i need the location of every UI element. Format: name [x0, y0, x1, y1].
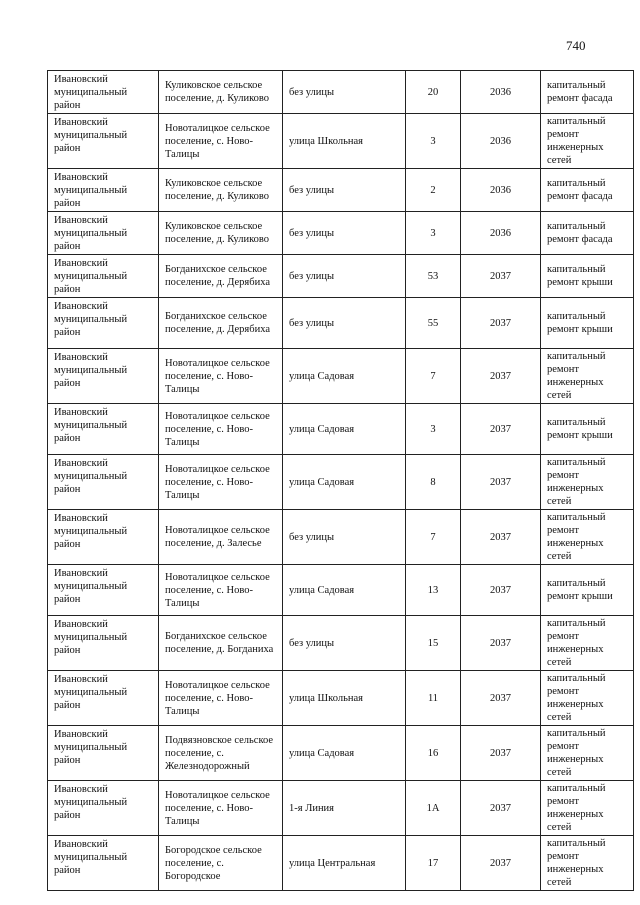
settlement-cell: Богданихское сельское поселение, д. Богданиха [159, 616, 283, 671]
year-cell: 2037 [461, 836, 541, 891]
year-cell: 2037 [461, 455, 541, 510]
district-cell: Ивановский муниципальный район [48, 255, 159, 298]
house-number-cell: 20 [406, 71, 461, 114]
district-cell: Ивановский муниципальный район [48, 565, 159, 616]
settlement-cell: Новоталицкое сельское поселение, с. Ново-Талицы [159, 671, 283, 726]
settlement-cell: Куликовское сельское поселение, д. Куликово [159, 71, 283, 114]
year-cell: 2036 [461, 169, 541, 212]
street-cell: 1-я Линия [283, 781, 406, 836]
street-cell: улица Школьная [283, 671, 406, 726]
house-number-cell: 3 [406, 114, 461, 169]
house-number-cell: 17 [406, 836, 461, 891]
year-cell: 2036 [461, 212, 541, 255]
work-type-cell: капитальный ремонт инженерных сетей [541, 114, 634, 169]
district-cell: Ивановский муниципальный район [48, 298, 159, 349]
work-type-cell: капитальный ремонт инженерных сетей [541, 510, 634, 565]
street-cell: без улицы [283, 255, 406, 298]
work-type-cell: капитальный ремонт инженерных сетей [541, 836, 634, 891]
house-number-cell: 15 [406, 616, 461, 671]
street-cell: без улицы [283, 616, 406, 671]
settlement-cell: Новоталицкое сельское поселение, с. Ново-Талицы [159, 565, 283, 616]
street-cell: без улицы [283, 298, 406, 349]
settlement-cell: Куликовское сельское поселение, д. Куликово [159, 169, 283, 212]
table-row [48, 212, 634, 255]
district-cell: Ивановский муниципальный район [48, 114, 159, 169]
work-type-cell: капитальный ремонт инженерных сетей [541, 671, 634, 726]
table-row [48, 255, 634, 298]
work-type-cell: капитальный ремонт инженерных сетей [541, 781, 634, 836]
settlement-cell: Новоталицкое сельское поселение, с. Ново-Талицы [159, 455, 283, 510]
table-row [48, 455, 634, 510]
settlement-cell: Богданихское сельское поселение, д. Дерябиха [159, 298, 283, 349]
settlement-cell: Подвязновское сельское поселение, с. Железнодорожный [159, 726, 283, 781]
settlement-cell: Новоталицкое сельское поселение, с. Ново-Талицы [159, 781, 283, 836]
year-cell: 2037 [461, 726, 541, 781]
street-cell: без улицы [283, 510, 406, 565]
year-cell: 2037 [461, 671, 541, 726]
page-number: 740 [566, 38, 586, 53]
settlement-cell: Новоталицкое сельское поселение, с. Ново-Талицы [159, 114, 283, 169]
district-cell: Ивановский муниципальный район [48, 616, 159, 671]
table-row [48, 836, 634, 891]
district-cell: Ивановский муниципальный район [48, 71, 159, 114]
house-number-cell: 53 [406, 255, 461, 298]
table-row [48, 169, 634, 212]
repair-schedule-table [47, 70, 634, 891]
work-type-cell: капитальный ремонт фасада [541, 71, 634, 114]
district-cell: Ивановский муниципальный район [48, 836, 159, 891]
district-cell: Ивановский муниципальный район [48, 169, 159, 212]
settlement-cell: Новоталицкое сельское поселение, с. Ново-Талицы [159, 349, 283, 404]
house-number-cell: 3 [406, 404, 461, 455]
street-cell: улица Садовая [283, 349, 406, 404]
work-type-cell: капитальный ремонт фасада [541, 169, 634, 212]
settlement-cell: Новоталицкое сельское поселение, д. Залесье [159, 510, 283, 565]
work-type-cell: капитальный ремонт фасада [541, 212, 634, 255]
district-cell: Ивановский муниципальный район [48, 671, 159, 726]
street-cell: улица Садовая [283, 565, 406, 616]
settlement-cell: Новоталицкое сельское поселение, с. Ново-Талицы [159, 404, 283, 455]
table-row [48, 298, 634, 349]
house-number-cell: 8 [406, 455, 461, 510]
table-row [48, 349, 634, 404]
house-number-cell: 55 [406, 298, 461, 349]
year-cell: 2037 [461, 255, 541, 298]
street-cell: без улицы [283, 212, 406, 255]
year-cell: 2036 [461, 71, 541, 114]
street-cell: без улицы [283, 169, 406, 212]
year-cell: 2036 [461, 114, 541, 169]
table-row [48, 726, 634, 781]
table-row [48, 671, 634, 726]
year-cell: 2037 [461, 510, 541, 565]
table-row [48, 71, 634, 114]
district-cell: Ивановский муниципальный район [48, 781, 159, 836]
year-cell: 2037 [461, 565, 541, 616]
district-cell: Ивановский муниципальный район [48, 455, 159, 510]
work-type-cell: капитальный ремонт инженерных сетей [541, 455, 634, 510]
year-cell: 2037 [461, 616, 541, 671]
work-type-cell: капитальный ремонт инженерных сетей [541, 349, 634, 404]
work-type-cell: капитальный ремонт крыши [541, 565, 634, 616]
work-type-cell: капитальный ремонт инженерных сетей [541, 616, 634, 671]
settlement-cell: Куликовское сельское поселение, д. Куликово [159, 212, 283, 255]
work-type-cell: капитальный ремонт крыши [541, 255, 634, 298]
year-cell: 2037 [461, 781, 541, 836]
house-number-cell: 16 [406, 726, 461, 781]
year-cell: 2037 [461, 298, 541, 349]
work-type-cell: капитальный ремонт крыши [541, 404, 634, 455]
year-cell: 2037 [461, 349, 541, 404]
house-number-cell: 1А [406, 781, 461, 836]
house-number-cell: 7 [406, 510, 461, 565]
table-row [48, 781, 634, 836]
table-row [48, 404, 634, 455]
district-cell: Ивановский муниципальный район [48, 510, 159, 565]
house-number-cell: 13 [406, 565, 461, 616]
work-type-cell: капитальный ремонт инженерных сетей [541, 726, 634, 781]
street-cell: улица Садовая [283, 404, 406, 455]
street-cell: улица Школьная [283, 114, 406, 169]
street-cell: без улицы [283, 71, 406, 114]
table-row [48, 114, 634, 169]
year-cell: 2037 [461, 404, 541, 455]
table-row [48, 510, 634, 565]
street-cell: улица Садовая [283, 455, 406, 510]
district-cell: Ивановский муниципальный район [48, 212, 159, 255]
house-number-cell: 11 [406, 671, 461, 726]
street-cell: улица Садовая [283, 726, 406, 781]
district-cell: Ивановский муниципальный район [48, 404, 159, 455]
table-row [48, 616, 634, 671]
house-number-cell: 7 [406, 349, 461, 404]
work-type-cell: капитальный ремонт крыши [541, 298, 634, 349]
house-number-cell: 2 [406, 169, 461, 212]
settlement-cell: Богородское сельское поселение, с. Богородское [159, 836, 283, 891]
district-cell: Ивановский муниципальный район [48, 726, 159, 781]
settlement-cell: Богданихское сельское поселение, д. Дерябиха [159, 255, 283, 298]
district-cell: Ивановский муниципальный район [48, 349, 159, 404]
house-number-cell: 3 [406, 212, 461, 255]
street-cell: улица Центральная [283, 836, 406, 891]
table-row [48, 565, 634, 616]
